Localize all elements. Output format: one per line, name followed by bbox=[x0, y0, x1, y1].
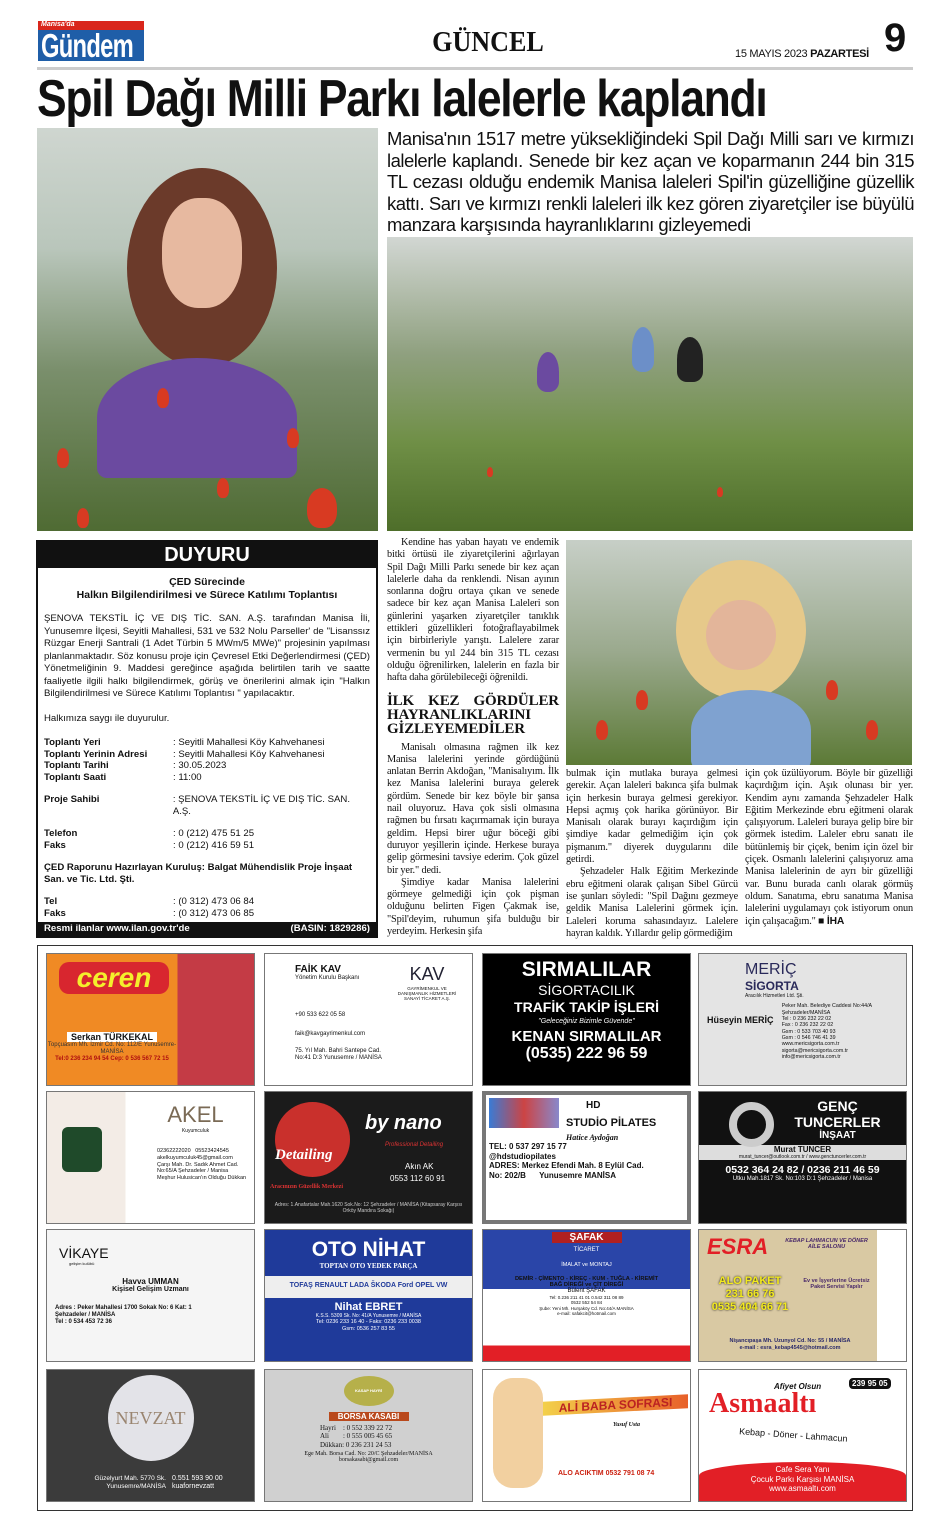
article-subheading: İLK KEZ GÖRDÜLER HAYRANLIKLARINI GİZLEYEMEDİLER bbox=[387, 692, 559, 737]
ad-phone: 0532 364 24 82 / 0236 211 46 59 bbox=[725, 1164, 880, 1176]
notice-title: DUYURU bbox=[38, 542, 376, 568]
ad-logo-text: KASAP HAYRİ bbox=[344, 1376, 394, 1406]
photo-visitors-in-meadow bbox=[387, 237, 913, 531]
ad-fax: Fax : 0 236 232 22 02 bbox=[781, 1022, 834, 1029]
ad-phone: 05523424545 bbox=[195, 1148, 229, 1155]
page-number: 9 bbox=[884, 16, 907, 60]
ad-company: Aracılık Hizmetleri Ltd. Şti. bbox=[745, 993, 804, 1000]
date-text: 15 MAYIS 2023 bbox=[735, 48, 808, 60]
detail-value: : 0 (212) 416 59 51 bbox=[173, 839, 255, 851]
ad-brand: KAV bbox=[409, 964, 445, 984]
ad-asmaalti bbox=[698, 1369, 907, 1502]
ad-logo-text: Detailing bbox=[275, 1147, 333, 1163]
notice-subtitle-1: ÇED Sürecinde bbox=[169, 576, 245, 588]
ad-contact-name: Yusuf Usta bbox=[613, 1422, 640, 1428]
ad-brand-sub: TUNCERLER bbox=[794, 1114, 881, 1130]
ad-email: info@mericsigorta.com.tr bbox=[781, 1053, 841, 1060]
ad-products: BAĞ DİREĞİ ve ÇİT DİREĞİ bbox=[549, 1281, 624, 1288]
ad-subtitle: Professional Detailing bbox=[385, 1142, 444, 1148]
ad-subtitle: gelişim kulübü bbox=[69, 1260, 95, 1266]
notice-footer-link: Resmi ilanlar www.ilan.gov.tr'de bbox=[44, 923, 190, 934]
ad-address: 75. Yıl Mah. Bahri Santepe Cad. No:41 D:3 Yunusemre / MANİSA bbox=[295, 1048, 382, 1062]
ad-brand-sub: TİCARET bbox=[573, 1247, 600, 1253]
ad-address: Adres : Peker Mahallesi 1700 Sokak No: 6 Kat: 1 bbox=[55, 1304, 192, 1311]
ad-address: No: 202/B bbox=[489, 1170, 526, 1180]
article-column-2 bbox=[566, 768, 738, 940]
headline: Spil Dağı Milli Parkı lalelerle kaplandı bbox=[37, 70, 767, 128]
detail-key: Tel bbox=[44, 896, 58, 907]
ad-phone: 0535 404 66 71 bbox=[711, 1301, 789, 1314]
ad-phone: Tel: 0236 233 16 40 - Faks: 0236 233 0038 bbox=[316, 1319, 421, 1325]
detail-row bbox=[44, 772, 370, 784]
ad-email: faik@kavgayrimenkul.com bbox=[295, 1030, 366, 1037]
news-agency-credit: ■ İHA bbox=[818, 915, 845, 927]
ad-safak-ticaret bbox=[482, 1229, 691, 1362]
ad-hd-studio-pilates bbox=[482, 1091, 691, 1224]
detail-value: : Seyitli Mahallesi Köy Kahvehanesi bbox=[173, 737, 325, 748]
public-notice bbox=[36, 540, 378, 938]
ad-pilates-image bbox=[489, 1098, 559, 1128]
ad-akel bbox=[46, 1091, 255, 1224]
ad-address: Peker Mah. Belediye Caddesi No:44/A Şehzadeler/MANİSA bbox=[781, 1003, 872, 1016]
detail-key: Proje Sahibi bbox=[44, 794, 100, 805]
ad-email: borsakasabi@gmail.com bbox=[338, 1457, 399, 1464]
detail-row bbox=[44, 828, 370, 840]
article-paragraph: Şimdiye kadar Manisa lalelerini görmeye gelmediği için çok pişman olduğunu belirten Figen Çakmak ise, "Spil'deyim, ruhumun şifa bulduğu bir yerdeyim. Herkesin şifa bbox=[387, 876, 559, 938]
ad-brand: NEVZAT bbox=[108, 1375, 194, 1461]
ad-esra-kebap bbox=[698, 1229, 907, 1362]
ad-vikaye bbox=[46, 1229, 255, 1362]
business-card-ads bbox=[37, 945, 913, 1511]
ad-brand: OTO NİHAT bbox=[311, 1238, 426, 1261]
ad-phone: 0553 112 60 91 bbox=[390, 1174, 446, 1183]
detail-value: : Seyitli Mahallesi Köy Kahvehanesi bbox=[173, 748, 325, 760]
ad-company: GAYRİMENKUL VE DANIŞMANLIK HİZMETLERİ SANAYİ TİCARET A.Ş. bbox=[397, 985, 457, 1002]
ad-address: Cafe Sera Yanı bbox=[775, 1465, 830, 1474]
ad-car-brands: TOFAŞ RENAULT LADA ŠKODA Ford OPEL VW bbox=[265, 1276, 472, 1298]
detail-value: : ŞENOVA TEKSTİL İÇ VE DIŞ TİC. SAN. A.Ş. bbox=[172, 794, 351, 817]
ad-address: Utku Mah.1817 Sk. No:103 D:1 Şehzadeler / Manisa bbox=[732, 1176, 873, 1182]
ad-contact-name: Murat TUNCER bbox=[773, 1145, 832, 1154]
ad-subtitle: TOPTAN OTO YEDEK PARÇA bbox=[319, 1262, 418, 1270]
ad-ceren bbox=[46, 953, 255, 1086]
detail-key: Faks bbox=[44, 839, 66, 851]
detail-value: : 0 (212) 475 51 25 bbox=[173, 828, 255, 839]
notice-subtitle-2: Halkın Bilgilendirilmesi ve Sürece Katılımı Toplantısı bbox=[76, 589, 338, 601]
ad-address: Ege Mah. Borsa Cad. No: 20/C Şehzadeler/MANİSA bbox=[304, 1451, 433, 1458]
detail-key: Toplantı Yeri bbox=[44, 737, 101, 748]
photo-blonde-woman-with-tulips bbox=[566, 540, 912, 765]
detail-value: : 30.05.2023 bbox=[173, 760, 227, 771]
ad-address: Şube: Yeni Mh. Hurşaköy Cd. No:44/A MANİSA bbox=[539, 1305, 634, 1311]
ad-sirmalilar bbox=[482, 953, 691, 1086]
ad-brand: MERİÇ bbox=[745, 961, 797, 978]
ad-oto-nihat bbox=[264, 1229, 473, 1362]
ad-contact-title: Yönetim Kurulu Başkanı bbox=[295, 975, 360, 981]
logo-name: Gündem bbox=[41, 27, 134, 64]
notice-footer bbox=[38, 922, 376, 936]
ad-genc-tuncerler bbox=[698, 1091, 907, 1224]
weekday-text: PAZARTESİ bbox=[810, 48, 869, 60]
ad-phone: Dükkan: 0 236 231 24 53 bbox=[320, 1440, 392, 1449]
detail-row bbox=[44, 840, 370, 852]
detail-key: Toplantı Tarihi bbox=[44, 760, 109, 771]
ad-phone: 239 95 05 bbox=[849, 1378, 891, 1389]
ad-brand-sub: STUDİO PİLATES bbox=[566, 1117, 657, 1129]
ad-contact-name: FAİK KAV bbox=[295, 964, 341, 975]
ad-contact-name: Hüseyin MERİÇ bbox=[707, 1015, 774, 1026]
ad-address: Topçuasım Mh. İzmir Cd. No: 112/E Yunusemre-MANİSA bbox=[47, 1042, 177, 1056]
ad-phone: Tel: 0.236 211 41 01 0.542 311 08 89 bbox=[549, 1294, 624, 1300]
ad-city: Yunusemre MANİSA bbox=[539, 1170, 617, 1180]
ad-phone: Tel : 0 236 232 22 02 bbox=[781, 1015, 832, 1022]
detail-row bbox=[44, 896, 370, 908]
ad-borsa-kasabi bbox=[264, 1369, 473, 1502]
ad-phone: Gsm: 0536 257 83 55 bbox=[342, 1325, 395, 1332]
detail-value: : (0 312) 473 06 85 bbox=[173, 907, 255, 919]
ad-contact-title: Kişisel Gelişim Uzmanı bbox=[112, 1285, 189, 1293]
ad-address: Çarşı Mah. Dr. Sadık Ahmet Cad. No:65/A Şehzadeler / Manisa bbox=[157, 1161, 239, 1175]
ad-address: Nişancıpaşa Mh. Uzunyol Cd. No: 55 / MANİSA bbox=[729, 1338, 851, 1344]
ad-address: Adres: 1.Anafartalar Mah.1620 Sok.No: 12 Şehzadeler / MANİSA (Kitapsaray Karşısı Orköy Mandıra Sokağı) bbox=[274, 1202, 463, 1214]
ad-delivery: ALO ACIKTIM bbox=[558, 1470, 604, 1477]
detail-key: Toplantı Saati bbox=[44, 771, 107, 783]
ad-phone: Tel:0 236 234 94 54 Cep: 0 536 567 72 15 bbox=[55, 1056, 169, 1063]
ad-products: DEMİR - ÇİMENTO - KİREÇ - KUM - TUĞLA - KİREMİT bbox=[514, 1275, 659, 1282]
article-paragraph: Şehzadeler Halk Eğitim Merkezinde ebru eğitmeni olarak çalışan Sibel Gürcü ise şunları söyledi: "Spil Dağını gezmeye geldik Manisa Lalelerini görmek için. Laleleri koruma sahasındayız. Lalelere hayran kaldık. Yıllardır gelip görmediğim bbox=[566, 866, 738, 939]
ad-email: akelkuyumculuk45@gmail.com bbox=[157, 1154, 233, 1161]
detail-value: : 11:00 bbox=[173, 771, 202, 783]
ad-note: Meşhur Hulusican'ın Olduğu Dükkan bbox=[157, 1174, 247, 1181]
notice-body: ŞENOVA TEKSTİL İÇ VE DIŞ TİC. SAN. A.Ş. tarafından Manisa İli, Yunusemre İlçesi, Seyitli Mahallesi, 531 ve 532 Nolu Parseller' de "Lisanssız Rüzgar Enerji Santrali (1 Adet Türbin 5 MWm/5 MWe)" projesinin yapılması planlanmaktadır. Söz konusu proje için Çevresel Etki Değerlendirmesi (ÇED) Yönetmeliğinin 9. Maddesi gereğince aşağıda belirtilen tarih ve saatte faaliyetle ilgili halkı bilgilendirmek, görüş ve önerilerini almak için "Halkın Bilgilendirilmesi ve Sürece Katılımı Toplantısı " yapılacaktır. bbox=[44, 613, 370, 699]
ad-phone: 02362222020 bbox=[157, 1148, 191, 1155]
logo-tagline: Manisa'da bbox=[41, 21, 75, 28]
ad-meric-sigorta bbox=[698, 953, 907, 1086]
ad-brand: ESRA bbox=[707, 1234, 769, 1259]
article-paragraph: Manisalı olmasına rağmen ilk kez Manisa lalelerini yerinde gördüğünü anlatan Berrin Akdoğan, "Manisalıyım. İlk kez Manisa lalelerini buraya gelerek gördüm. Senede bir kez böyle bir şansa nail oluyoruz. Hava çok sisli olmasına rağmen bu fırsatı kaçırmamak için buraya geldim. Hepsi birer uğur böceği gibi duruyor yeşillerin içinde. Herkese buraya gelip görmesini tavsiye ederim. Çok güzel bir yer." dedi. bbox=[387, 741, 559, 876]
article-paragraph: için çok üzülüyorum. Böyle bir güzelliği kaçırdığım için. Aşık olunası bir yer. Kendim aynı zamanda Şehzadeler Halk Eğitim Merkezinde ebru eğitmeni olarak çalışıyorum. Laleleri buraya gelip bire bir görmek istedim. Laleler ebru sanatı ile bütünlemiş bir çiçek, benim için özel bir çiçek. Osmanlı lalelerini çalışıyoruz ama Manisa lalelerinin de ayrı bir güzelliği var. Bunu burada canlı olarak görmüş oldum. Sanatıma, ebru sanatıma Manisa lalelerini uygulamayı çok istiyorum onun için çalışacağım." bbox=[745, 768, 913, 927]
ad-contact-name: Akın AK bbox=[405, 1162, 434, 1171]
ad-email: e-mail : esra_kebap4545@hotmail.com bbox=[739, 1344, 841, 1351]
ad-brand: GENÇ bbox=[817, 1098, 858, 1114]
detail-row bbox=[44, 760, 370, 772]
ad-address: Güzelyurt Mah. 5770 Sk. Yunusemre/MANİSA bbox=[94, 1475, 166, 1490]
section-title: GÜNCEL bbox=[432, 26, 544, 58]
ad-brand: AKEL bbox=[167, 1102, 224, 1127]
ad-phone: Gsm : 0 533 703 40 93 bbox=[781, 1028, 836, 1035]
ad-phone: Tel : 0 534 453 72 36 bbox=[55, 1318, 112, 1325]
notice-subtitle bbox=[38, 576, 376, 602]
article-column-1 bbox=[387, 537, 559, 938]
ad-phone: TEL: 0 537 297 15 77 bbox=[489, 1142, 567, 1151]
ad-delivery: ALO PAKET bbox=[718, 1275, 782, 1287]
ad-social: @hdstudiopilates bbox=[489, 1151, 556, 1161]
ad-by-nano bbox=[264, 1091, 473, 1224]
ad-brand: Asmaaltı bbox=[709, 1388, 817, 1419]
ad-slogan: Aracınızın Güzellik Merkezi bbox=[270, 1184, 343, 1190]
detail-row bbox=[44, 908, 370, 920]
ad-brand: ALİ BABA SOFRASI bbox=[543, 1394, 688, 1416]
ad-ali-baba-sofrasi bbox=[482, 1369, 691, 1502]
notice-press-code: (BASIN: 1829286) bbox=[290, 923, 370, 934]
ad-service-note: Ev ve İşyerlerine Ücretsiz Paket Servisi Yapılır bbox=[803, 1278, 870, 1290]
ad-contact-name: Havva UMMAN bbox=[122, 1276, 179, 1286]
ad-phone: Hayri : 0 552 339 22 72 bbox=[320, 1424, 393, 1432]
detail-key: Faks bbox=[44, 907, 66, 919]
detail-value: : (0 312) 473 06 84 bbox=[173, 896, 255, 907]
ad-brand: SIRMALILAR bbox=[521, 958, 652, 981]
ad-address: K.S.S. 5309 Sk. No: 41/A Yunusemre / MANİSA bbox=[315, 1313, 422, 1319]
notice-details bbox=[38, 737, 376, 919]
ad-social: kuafornevzatt bbox=[172, 1483, 215, 1491]
ad-email: e-mail: safakcit@hotmail.com bbox=[557, 1311, 616, 1317]
ad-city: Şehzadeler / MANİSA bbox=[55, 1311, 116, 1318]
ad-brand: BORSA KASABI bbox=[329, 1412, 409, 1421]
ad-address: Çocuk Parkı Karşısı MANİSA bbox=[750, 1474, 855, 1484]
ad-website: www.mericsigorta.com.tr bbox=[781, 1041, 840, 1048]
report-preparer: ÇED Raporunu Hazırlayan Kuruluş: Balgat Mühendislik Proje İnşaat San. ve Tic. Ltd. Şti. bbox=[44, 862, 353, 885]
issue-date bbox=[735, 48, 869, 60]
ad-brand: VİKAYE bbox=[59, 1245, 109, 1261]
ad-phone: Gsm : 0 546 746 41 39 bbox=[781, 1034, 836, 1041]
ad-contact-name: Hatice Aydoğan bbox=[566, 1133, 619, 1142]
ad-slogan: Afiyet Olsun bbox=[774, 1382, 822, 1391]
ad-email: murat_tuncer@outlook.com.tr / www.genctuncerler.com.tr bbox=[738, 1154, 867, 1160]
ad-subtitle: İNŞAAT bbox=[819, 1130, 856, 1141]
ad-phone: +90 533 622 05 58 bbox=[295, 1011, 346, 1018]
ad-slogan: "Geleceğiniz Bizimle Güvende" bbox=[538, 1017, 635, 1025]
ad-menu: Kebap - Döner - Lahmacun bbox=[738, 1426, 848, 1444]
ad-email: sigorta@mericsigorta.com.tr bbox=[781, 1047, 848, 1054]
ad-phone: 0532 552 54 84 bbox=[570, 1300, 603, 1306]
ad-faik-kav bbox=[264, 953, 473, 1086]
notice-closing: Halkımıza saygı ile duyurulur. bbox=[44, 712, 170, 724]
detail-key: Telefon bbox=[44, 828, 78, 839]
detail-row bbox=[44, 737, 370, 749]
ad-phone: 0532 791 08 74 bbox=[605, 1470, 655, 1477]
ad-brand: HD bbox=[586, 1100, 601, 1111]
ad-website: www.asmaaltı.com bbox=[769, 1484, 836, 1494]
ad-phone: 0.551 593 90 00 bbox=[172, 1475, 223, 1482]
ad-nevzat bbox=[46, 1369, 255, 1502]
ad-subtitle: SİGORTACILIK bbox=[538, 982, 635, 998]
ad-phone: (0535) 222 96 59 bbox=[525, 1044, 648, 1062]
ad-address: ADRES: Merkez Efendi Mah. 8 Eylül Cad. bbox=[489, 1161, 644, 1171]
detail-key: Toplantı Yerinin Adresi bbox=[44, 748, 148, 760]
ad-subtitle: İMALAT ve MONTAJ bbox=[561, 1262, 612, 1269]
ad-subtitle: KEBAP LAHMACUN VE DÖNER AİLE SALONU bbox=[785, 1238, 868, 1250]
ad-subtitle: Kuyumculuk bbox=[181, 1128, 210, 1135]
ad-contact-name: Nihat EBRET bbox=[334, 1301, 403, 1313]
article-lead: Manisa'nın 1517 metre yüksekliğindeki Spil Dağı Milli sarı ve kırmızı lalelerle kaplandı. Senede bir kez açan ve koparmanın 244 bin 315 TL cezası olduğu endemik Manisa laleleri Spil'in güzelliğine güzellik kattı. Sarı ve kırmızı renkli laleleri ilk kez gören ziyaretçiler ise büyülü manzara karşısında hayranlıklarını gizleyemedi bbox=[387, 128, 914, 235]
ad-brand: ceren bbox=[59, 962, 169, 994]
ad-brand: ŞAFAK bbox=[552, 1232, 622, 1243]
ad-brand: by nano bbox=[365, 1112, 442, 1134]
ad-phone: Ali : 0 555 005 45 65 bbox=[320, 1432, 393, 1441]
article-column-3 bbox=[745, 768, 913, 928]
ad-phone: 231 66 76 bbox=[725, 1288, 775, 1301]
ad-contact-name: Serkan TÜRKEKAL bbox=[67, 1032, 157, 1042]
ad-contact-name: KENAN SIRMALILAR bbox=[511, 1027, 662, 1045]
ad-service: TRAFİK TAKİP İŞLERİ bbox=[514, 998, 659, 1015]
article-paragraph: bulmak için mutlaka buraya gelmesi gerekir. Açan laleleri bakınca şifa bulmak için herkesin buraya gelmesi gerekiyor. Hepsi açmış çok harika görünüyor. Bir Manisalı olarak burayı kaçırdığım için şimdiye kadar gelmediğim için çok pişmanım." diyerek duygularını dile getirdi. bbox=[566, 768, 738, 866]
article-paragraph: Kendine has yaban hayatı ve endemik bitki örtüsü ile ziyaretçilerini ağırlayan Spil Dağı Milli Parkı senede bir kez açan lalelerle daha da renklendi. Nisan ayının sonlarına doğru ortaya çıkan ve senede sadece bir kez açan Manisa Laleleri son günlerini yaşarken ziyaretçiler tanıklık ettikleri güzellikleri fotoğraflayabilmek için birbirleriyle yarıştı. Lalelere zarar vermenin bu yıl 244 bin 315 TL cezası olduğu öğrenilirken, lalelerin en fazla bir hafta daha görülebileceği öğrenildi. bbox=[387, 537, 559, 684]
detail-row bbox=[44, 794, 370, 817]
photo-woman-with-tulips bbox=[37, 128, 378, 531]
detail-row bbox=[44, 749, 370, 761]
ad-brand-sub: SİGORTA bbox=[745, 979, 799, 994]
ad-contact-name: Bülent ŞAFAK bbox=[567, 1287, 606, 1294]
